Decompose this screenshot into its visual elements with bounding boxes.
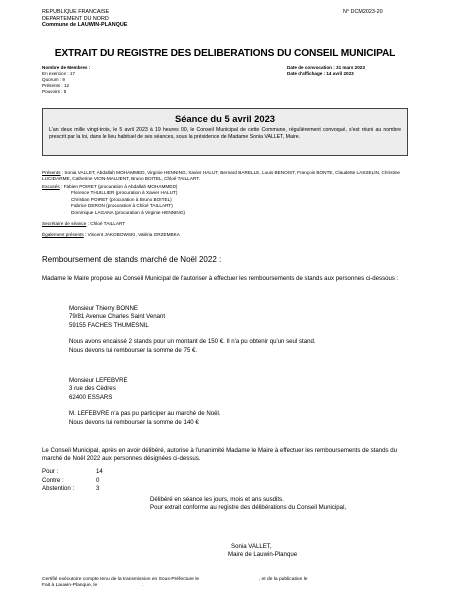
deliberation-intro: Madame le Maire propose au Conseil Municipal de l'autoriser à effectuer les remboursements de stands aux personnes ci-dessous : — [42, 275, 399, 282]
vote-value: 3 — [96, 485, 100, 493]
person-2-block — [69, 377, 409, 427]
excuse-item: : Fabien POIRET (procuration à Abdallah MOHAMMED) — [59, 184, 178, 189]
seance-intro: L'an deux mille vingt-trois, le 5 avril 2023 à 19 heures 00, le Conseil Municipal de cette Commune, régulièrement convoqué, s'est réuni au nombre prescrit par la loi, dans le lieu habituel de ses séances, sous la présidence de Madame Sonia VALLET, Maire. — [49, 127, 401, 141]
signature-block — [228, 543, 297, 560]
decision-paragraph: Le Conseil Municipal, après en avoir délibéré, autorise à l'unanimité Madame le Maire à effectuer les remboursements de stands du marché de Noël 2022 aux personnes désignées ci-dessus. — [42, 447, 398, 463]
members-heading: Nombre de Membres : — [42, 65, 91, 70]
seance-box — [42, 108, 408, 156]
header-republique: REPUBLIQUE FRANCAISE — [42, 9, 110, 15]
excuse-item: Fabrice DERON (procuration à Chloé TAILLART) — [71, 203, 173, 209]
secretaire-line — [42, 221, 125, 227]
presents-label: Présents — [42, 170, 61, 175]
footer-block — [42, 577, 414, 589]
excuse-item: Dominique LAGANA (procuration à Virginie HENNING) — [71, 209, 186, 215]
header-departement: DEPARTEMENT DU NORD — [42, 15, 109, 22]
egalement-line — [42, 232, 180, 238]
votes-table — [42, 468, 103, 494]
excuses-label: Excusés — [42, 184, 60, 189]
members-quorum: Quorum : 9 — [42, 77, 65, 82]
header-block — [42, 9, 127, 29]
deliberation-title: Remboursement de stands marché de Noël 2022 : — [42, 255, 222, 264]
person-1-detail: Nous avons encaissé 2 stands pour un montant de 150 €. Il n'a pu obtenir qu'un seul stand. — [69, 338, 316, 346]
person-2-name: Monsieur LEFEBVRE — [69, 377, 128, 384]
header-commune: Commune de LAUWIN-PLANQUE — [42, 22, 128, 29]
vote-row-abstention — [42, 485, 103, 494]
footer-certifie: Certifié exécutoire compte tenu de la transmission en Sous-Préfecture le — [42, 577, 200, 582]
secretaire-label: Secrétaire de séance — [42, 221, 87, 226]
person-1-city: 59155 FACHES THUMESNIL — [69, 321, 149, 329]
closing-line-2: Pour extrait conforme au registre des délibérations du Conseil Municipal, — [150, 504, 347, 512]
date-convocation: Date de convocation : 31 mars 2023 — [287, 65, 365, 70]
vote-label: Abstention : — [42, 485, 75, 493]
vote-value: 0 — [96, 476, 100, 484]
person-1-street: 79/81 Avenue Charles Saint Venant — [69, 313, 166, 321]
seance-title: Séance du 5 avril 2023 — [174, 113, 276, 124]
footer-publication: , et de la publication le — [258, 577, 308, 582]
closing-block — [150, 496, 346, 513]
vote-row-contre — [42, 477, 103, 486]
egalement-label: Également présents — [42, 232, 84, 237]
presents-list: : Sonia VALLET, Abdallah MOHAMMED, Virginie HENNING, Xavier HALUT, Bernard BARELLE, Louis BENOIST, François BONTE, Claudette LASSELIN, Christine LUCIDARME, Catherine VION-MAUJENT, Bruno BOITEL, Chloé TAILLART. — [42, 170, 401, 182]
vote-label: Pour : — [42, 468, 59, 475]
footer-line-2 — [42, 583, 414, 589]
person-1-amount: Nous devons lui rembourser la somme de 75 €. — [69, 346, 198, 354]
closing-line-1: Délibéré en séance les jours, mois et ans susdits. — [150, 496, 284, 503]
members-block — [42, 65, 90, 95]
members-exercice: En exercice : 17 — [42, 71, 75, 76]
excuse-item: Christian POIRET (procuration à Bruno BOITEL) — [71, 196, 172, 202]
members-pouvoirs: Pouvoirs : 5 — [42, 89, 67, 94]
members-presents: Présents : 12 — [42, 83, 70, 88]
excuse-item: Florence THUILLIER (procuration à Xavier HALUT) — [71, 190, 178, 196]
document-number: N° DCM2023-20 — [343, 9, 383, 15]
egalement-names: : Vincent JAKOBOWSKI, Valéria GRZEMBKA — [83, 232, 180, 237]
signature-name: Sonia VALLET, — [231, 543, 272, 550]
person-2-street: 3 rue des Cèdres — [69, 385, 116, 393]
person-2-amount: Nous devons lui rembourser la somme de 140 € — [69, 418, 199, 426]
vote-label: Contre : — [42, 476, 64, 484]
signature-role: Maire de Lauwin-Planque — [228, 551, 298, 559]
vote-row-pour — [42, 468, 103, 477]
excuses-block — [42, 184, 185, 216]
footer-fait-a: Fait à Lauwin-Planque, le — [42, 583, 98, 589]
person-1-name: Monsieur Thierry BONNE — [69, 305, 138, 312]
person-2-detail: M. LEFEBVRE n'a pas pu participer au marché de Noël. — [69, 410, 221, 418]
person-1-block — [69, 305, 409, 355]
dates-block — [287, 65, 365, 77]
presents-paragraph — [42, 170, 410, 183]
vote-value: 14 — [96, 468, 103, 475]
person-2-city: 62400 ESSARS — [69, 393, 113, 401]
page-title: EXTRAIT DU REGISTRE DES DELIBERATIONS DU CONSEIL MUNICIPAL — [54, 48, 396, 59]
date-affichage: Date d'affichage : 14 avril 2023 — [287, 71, 354, 76]
footer-period: . — [141, 583, 144, 589]
secretaire-name: : Chloé TAILLART — [86, 221, 126, 226]
